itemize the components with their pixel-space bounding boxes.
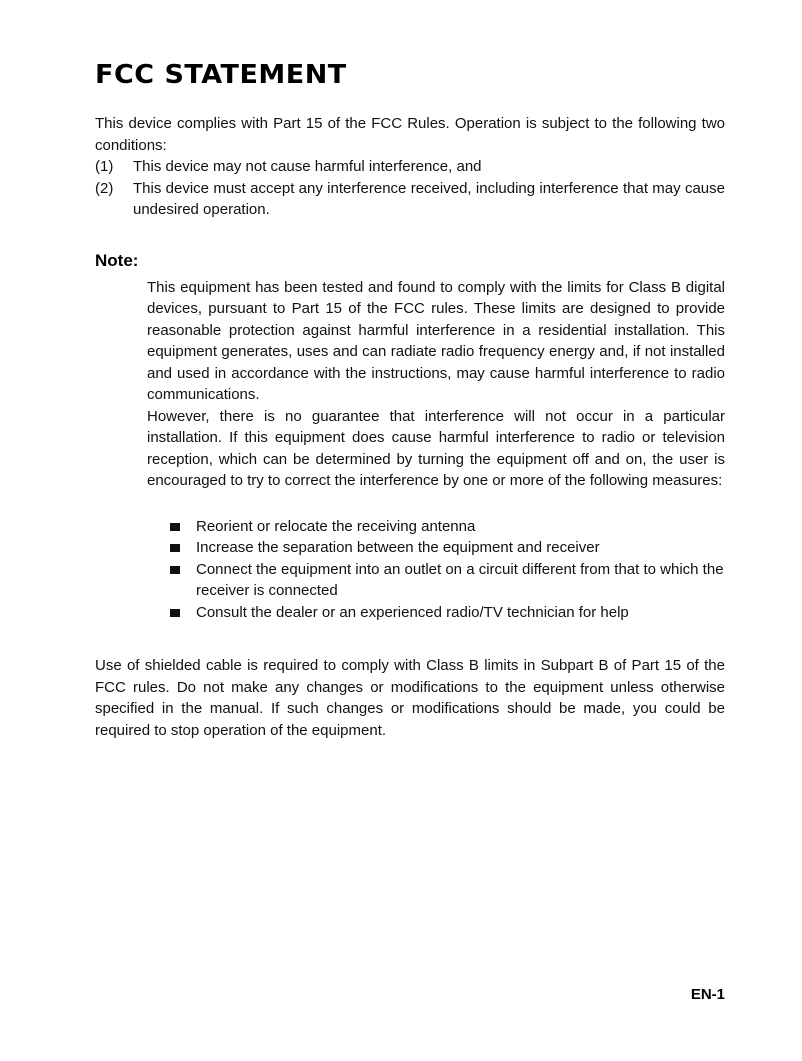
list-item — [170, 516, 725, 538]
square-bullet-icon — [170, 544, 180, 552]
list-item-text: Increase the separation between the equipment and receiver — [196, 539, 600, 556]
intro-paragraph: This device complies with Part 15 of the FCC Rules. Operation is subject to the following two conditions: — [95, 115, 725, 154]
list-item — [170, 537, 725, 559]
measures-list — [170, 516, 725, 624]
condition-number: (2) — [95, 179, 114, 197]
list-item-text: Consult the dealer or an experienced radio/TV technician for help — [196, 603, 629, 621]
list-item — [170, 559, 725, 602]
square-bullet-icon — [170, 523, 180, 531]
closing-paragraph: Use of shielded cable is required to comply with Class B limits in Subpart B of Part 15 of the FCC rules. Do not make any changes or modifications to the equipment unless otherwise specified in the manual. If such changes or modifications should be made, you could be required to stop operation of the equipment. — [95, 657, 725, 739]
condition-item-2 — [95, 178, 725, 221]
condition-text: This device must accept any interference received, including interference that may cause undesired operation. — [133, 179, 725, 218]
list-item-text: Reorient or relocate the receiving antenna — [196, 517, 476, 535]
condition-item-1 — [95, 156, 725, 178]
list-item — [170, 602, 725, 624]
note-heading: Note: — [95, 250, 139, 270]
condition-number: (1) — [95, 158, 114, 175]
note-paragraph-1: This equipment has been tested and found to comply with the limits for Class B digital devices, pursuant to Part 15 of the FCC rules. These limits are designed to provide reasonable protection against harmful interference in a residential installation. This equipment generates, uses and can radiate radio frequency energy and, if not installed and used in accordance with the instructions, may cause harmful interference to radio communications. — [147, 278, 725, 403]
note-paragraph-2: However, there is no guarantee that interference will not occur in a particular installation. If this equipment does cause harmful interference to radio or television reception, which can be determined by turning the equipment off and on, the user is encouraged to try to correct the interference by one or more of the following measures: — [147, 407, 725, 489]
page-content — [95, 60, 725, 741]
condition-text: This device may not cause harmful interference, and — [133, 158, 482, 175]
square-bullet-icon — [170, 566, 180, 574]
list-item-text: Connect the equipment into an outlet on a circuit different from that to which the receiver is connected — [196, 560, 724, 599]
page-number: EN-1 — [690, 986, 725, 1003]
page-title: FCC STATEMENT — [95, 60, 347, 90]
note-body — [147, 277, 725, 492]
square-bullet-icon — [170, 609, 180, 617]
